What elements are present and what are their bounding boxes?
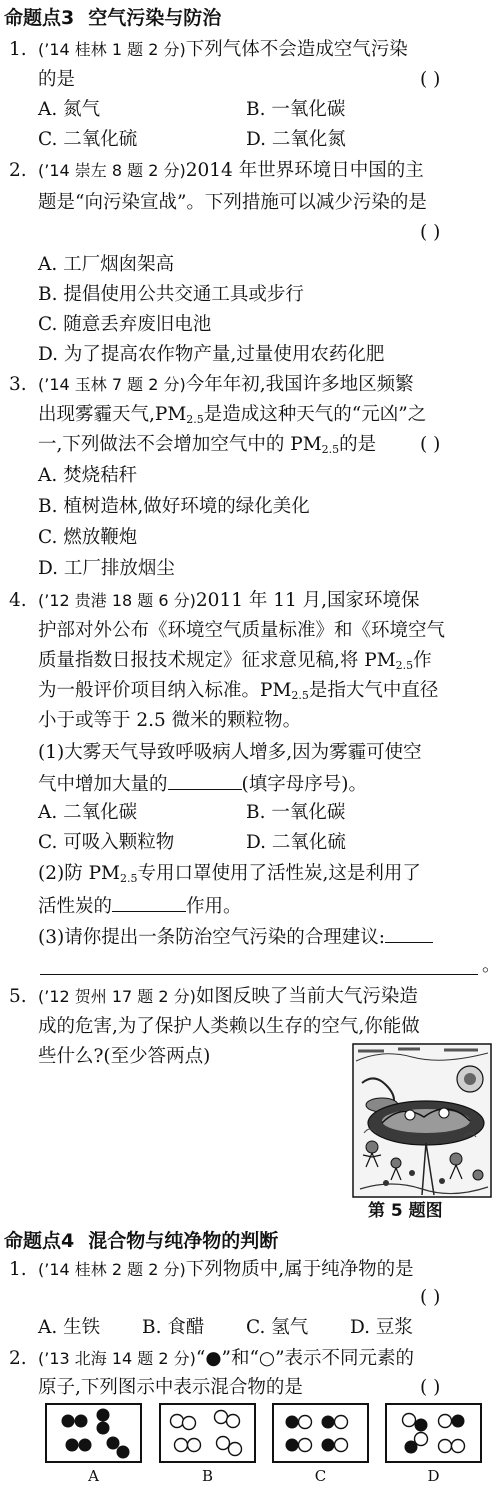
part-2-line-1 (0, 860, 504, 888)
option-c[interactable]: C. 可吸入颗粒物 (38, 832, 175, 853)
option-d[interactable] (0, 341, 504, 369)
question-number: 5. (9, 986, 27, 1007)
question-source: (’14 玉林 7 题 2 分) (38, 375, 186, 394)
particle-diagram-b (161, 1405, 254, 1461)
question-4-line-2 (0, 617, 504, 645)
option-d[interactable] (0, 555, 504, 583)
question-stem: 今年年初,我国许多地区频繁 (185, 374, 414, 395)
section-heading (0, 1227, 504, 1255)
particle-box-b[interactable] (159, 1403, 256, 1463)
part-3-line-1 (0, 922, 504, 950)
section-name: 空气污染与防治 (88, 7, 222, 29)
question-stem: 如图反映了当前大气污染造 (195, 986, 418, 1007)
question-5-line-1 (0, 983, 504, 1011)
question-1-options-row-2 (0, 126, 504, 154)
part-1-line-1 (0, 739, 504, 767)
part-1-options-row-2 (0, 829, 504, 857)
option-c[interactable]: C. 二氧化硫 (38, 129, 138, 150)
part-2-text: 专用口罩使用了活性炭,这是利用了 (137, 863, 421, 884)
option-b-text: B. 提倡使用公共交通工具或步行 (38, 284, 304, 305)
part-1-text: 气中增加大量的 (38, 774, 168, 795)
option-b[interactable]: B. 一氧化碳 (246, 802, 346, 823)
question-4-line-1 (0, 587, 504, 615)
box-label-d: D (427, 1467, 440, 1485)
question-source: (’13 北海 14 题 2 分) (38, 1349, 196, 1368)
question-7-line-1 (0, 1345, 504, 1373)
question-stem: 为一般评价项目纳入标准。PM (38, 680, 292, 701)
question-stem: 作 (413, 650, 432, 671)
answer-bracket[interactable]: ( ) (420, 222, 441, 243)
question-stem: 成的危害,为了保护人类赖以生存的空气,你能做 (38, 1016, 420, 1037)
fill-in-blank[interactable] (112, 891, 186, 912)
question-stem: 质量指数日报技术规定》征求意见稿,将 PM (38, 650, 396, 671)
part-1-text: (填字母序号)。 (241, 774, 367, 795)
question-stem: 出现雾霾天气,PM (38, 404, 187, 425)
question-2-line-2 (0, 189, 504, 217)
option-b[interactable]: B. 一氧化碳 (246, 99, 346, 120)
option-d[interactable]: D. 豆浆 (350, 1317, 413, 1338)
section-name: 混合物与纯净物的判断 (88, 1230, 279, 1252)
question-number: 2. (9, 160, 27, 181)
subscript: 2.5 (119, 872, 138, 885)
fill-in-blank[interactable] (168, 769, 242, 790)
option-a-text: A. 焚烧秸秆 (38, 465, 138, 486)
section-heading (0, 4, 504, 32)
question-6-line-1 (0, 1256, 504, 1284)
particle-diagram-a (47, 1405, 140, 1461)
section-label: 命题点4 (4, 1230, 75, 1252)
fill-in-blank[interactable] (385, 922, 433, 943)
question-4-line-3 (0, 647, 504, 675)
part-2-text: 活性炭的 (38, 896, 113, 917)
box-label-c: C (314, 1467, 327, 1485)
question-source: (’14 桂林 1 题 2 分) (38, 40, 186, 59)
box-label-b: B (201, 1467, 214, 1485)
question-number: 2. (9, 1348, 27, 1369)
part-3-text: (3)请你提出一条防治空气污染的合理建议: (38, 927, 385, 948)
question-source: (’14 桂林 2 题 2 分) (38, 1260, 186, 1279)
question-6-line-2 (0, 1284, 504, 1312)
question-source: (’12 贵港 18 题 6 分) (38, 591, 196, 610)
part-2-text: 作用。 (186, 896, 242, 917)
particle-box-d[interactable] (385, 1403, 482, 1463)
question-stem: 是指大气中直径 (308, 680, 439, 701)
part-2-line-2 (0, 891, 504, 919)
question-stem: 是造成这种天气的“元凶”之 (203, 404, 427, 425)
question-1-line-1 (0, 36, 504, 64)
part-1-text: (1)大雾天气导致呼吸病人增多,因为雾霾可使空 (38, 742, 422, 763)
particle-diagram-d (387, 1405, 480, 1461)
option-a[interactable] (0, 462, 504, 490)
option-d[interactable]: D. 二氧化氮 (246, 129, 346, 150)
part-1-options-row-1 (0, 799, 504, 827)
question-stem: 2011 年 11 月,国家环境保 (195, 590, 420, 611)
question-4-line-4 (0, 677, 504, 705)
answer-bracket[interactable]: ( ) (420, 434, 441, 455)
box-label-a: A (88, 1467, 99, 1485)
question-4-line-5 (0, 707, 504, 735)
option-b[interactable]: B. 食醋 (142, 1317, 205, 1338)
option-c-text: C. 随意丢弃废旧电池 (38, 314, 212, 335)
option-c-text: C. 燃放鞭炮 (38, 527, 138, 548)
answer-bracket[interactable]: ( ) (420, 1377, 441, 1398)
question-stem: “●”和“○”表示不同元素的 (195, 1348, 415, 1369)
question-stem: 原子,下列图示中表示混合物的是 (38, 1377, 303, 1398)
option-b[interactable] (0, 281, 504, 309)
figure-caption: 第 5 题图 (368, 1201, 443, 1221)
pollution-cartoon-image (352, 1043, 492, 1198)
question-stem: 些什么?(至少答两点) (38, 1046, 211, 1067)
question-stem: 小于或等于 2.5 微米的颗粒物。 (38, 710, 302, 731)
part-2-text: (2)防 PM (38, 863, 120, 884)
question-1-options-row-1 (0, 96, 504, 124)
question-source: (’14 崇左 8 题 2 分) (38, 161, 186, 180)
answer-bracket[interactable]: ( ) (420, 1287, 441, 1308)
option-b[interactable] (0, 493, 504, 521)
question-source: (’12 贺州 17 题 2 分) (38, 987, 196, 1006)
question-number: 4. (9, 590, 27, 611)
question-1-line-2 (0, 66, 504, 94)
period: 。 (482, 955, 501, 976)
question-stem: 下列物质中,属于纯净物的是 (185, 1259, 414, 1280)
question-stem: 的是 (339, 434, 377, 455)
question-5-line-2 (0, 1013, 504, 1041)
question-3-line-2 (0, 401, 504, 429)
question-stem: 的是 (38, 69, 76, 90)
question-stem: 2014 年世界环境日中国的主 (185, 160, 424, 181)
question-2-line-1 (0, 157, 504, 185)
subscript: 2.5 (291, 689, 309, 702)
particle-box-c[interactable] (272, 1403, 369, 1463)
subscript: 2.5 (186, 413, 204, 426)
option-d-text: D. 为了提高农作物产量,过量使用农药化肥 (38, 344, 385, 365)
question-3-line-1 (0, 371, 504, 399)
option-a[interactable]: A. 二氧化碳 (38, 802, 138, 823)
answer-bracket[interactable]: ( ) (420, 69, 441, 90)
option-c[interactable] (0, 524, 504, 552)
option-c[interactable] (0, 311, 504, 339)
question-stem: 下列气体不会造成空气污染 (185, 39, 408, 60)
option-c[interactable]: C. 氢气 (246, 1317, 309, 1338)
part-1-line-2 (0, 769, 504, 797)
question-number: 1. (9, 1259, 27, 1280)
option-a[interactable] (0, 251, 504, 279)
question-7-line-2 (0, 1374, 504, 1402)
particle-diagram-c (274, 1405, 367, 1461)
question-3-line-3 (0, 431, 504, 459)
option-d-text: D. 工厂排放烟尘 (38, 558, 175, 579)
section-label: 命题点3 (4, 7, 75, 29)
option-d[interactable]: D. 二氧化硫 (246, 832, 346, 853)
question-stem: 题是“向污染宣战”。下列措施可以减少污染的是 (38, 192, 427, 213)
question-stem: 护部对外公布《环境空气质量标准》和《环境空气 (38, 620, 446, 641)
particle-box-a[interactable] (45, 1403, 142, 1463)
option-a[interactable]: A. 氮气 (38, 99, 101, 120)
answer-line[interactable] (40, 952, 478, 975)
option-a-text: A. 工厂烟囱架高 (38, 254, 175, 275)
subscript: 2.5 (321, 443, 340, 456)
question-6-options (0, 1314, 504, 1342)
subscript: 2.5 (395, 659, 414, 672)
question-number: 3. (9, 374, 27, 395)
option-a[interactable]: A. 生铁 (38, 1317, 101, 1338)
question-number: 1. (9, 39, 27, 60)
part-3-line-2 (0, 952, 504, 980)
question-2-line-3 (0, 219, 504, 247)
question-stem: 一,下列做法不会增加空气中的 PM (38, 434, 322, 455)
option-b-text: B. 植树造林,做好环境的绿化美化 (38, 496, 310, 517)
